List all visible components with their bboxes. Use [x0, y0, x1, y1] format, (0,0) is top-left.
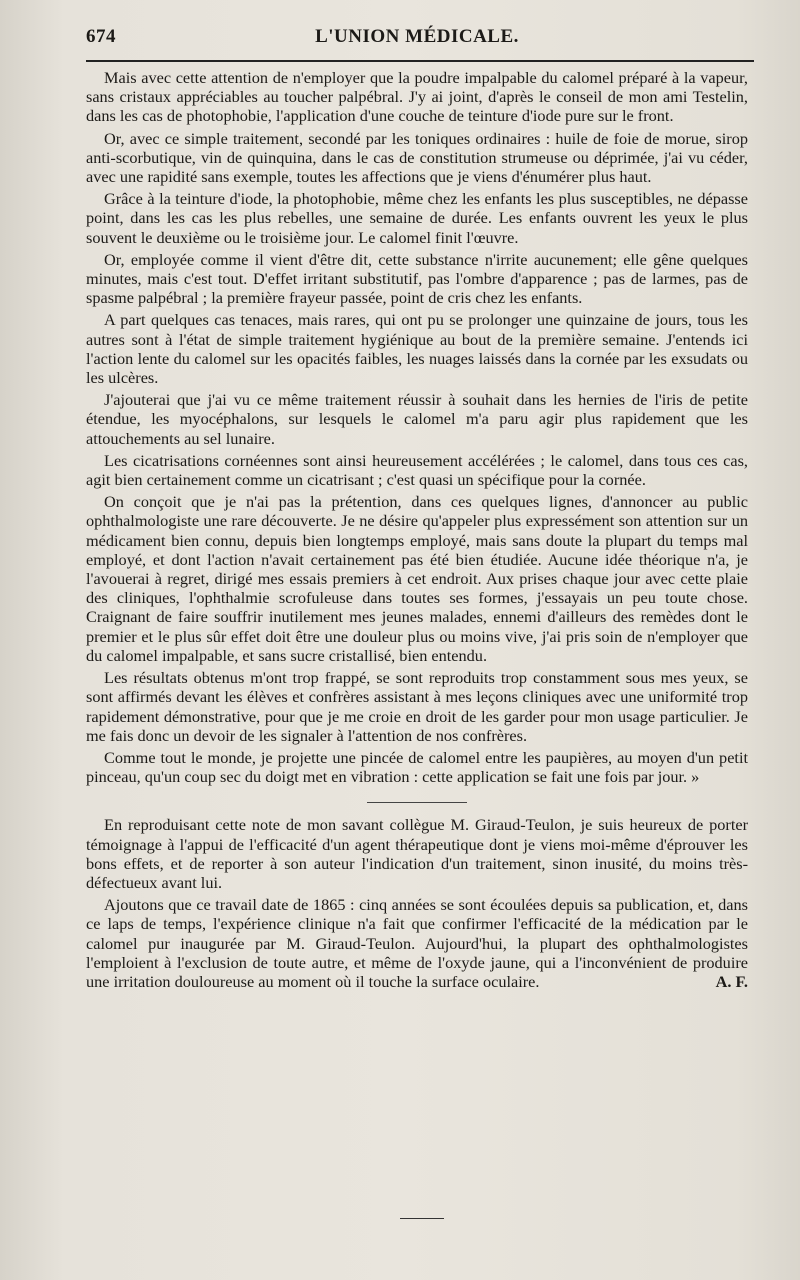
author-signature: A. F.	[715, 971, 748, 991]
section-separator	[367, 802, 467, 803]
paragraph-1: Mais avec cette attention de n'employer que la poudre impalpable du calomel préparé à la vapeur, sans cristaux appréciables au toucher palpébral. J'y ai joint, d'après le conseil de mon ami Testelin, dans les cas de photophobie, l'application d'une couche de teinture d'iode pure sur le front.	[86, 68, 748, 126]
running-title: L'UNION MÉDICALE.	[315, 26, 519, 47]
paragraph-9: Les résultats obtenus m'ont trop frappé, se sont reproduits trop constamment sous mes yeux, se sont affirmés devant les élèves et confrères assistant à mes leçons cliniques avec une uniformité trop rapidement démonstrative, pour que je me croie en droit de les garder pour mon usage particulier. Je me fais donc un devoir de les signaler à l'attention de nos confrères.	[86, 668, 748, 745]
paragraph-5: A part quelques cas tenaces, mais rares, qui ont pu se prolonger une quinzaine de jours, tous les autres sont à l'état de simple traitement hygiénique au bout de la première semaine. J'entends ici l'action lente du calomel sur les opacités faibles, les nuages laissés dans la cornée par les exsudats ou les ulcères.	[86, 310, 748, 388]
paragraph-7: Les cicatrisations cornéennes sont ainsi heureusement accélérées ; le calomel, dans tous ces cas, agit bien certainement comme un cicatrisant ; c'est quasi un spécifique pour la cornée.	[86, 450, 748, 490]
paragraph-8: On conçoit que je n'ai pas la prétention, dans ces quelques lignes, d'annoncer au public ophthalmologiste une rare découverte. Je ne désire qu'appeler plus expressément son attention sur un médicament bien connu, depuis bien longtemps employé, mais sans doute la plupart du temps mal employé, et dont l'action n'avait certainement pas été bien étudiée. Aucune idée théorique n'a, je l'avouerai à regret, dirigé mes essais premiers à cet endroit. Aux prises chaque jour avec cette plaie des cliniques, l'ophthalmie scrofuleuse dans toutes ses formes, j'essayais un peu toute chose. Craignant de faire souffrir inutilement mes jeunes malades, ennemi d'ailleurs des remèdes dont le premier et le plus sûr effet doit être une douleur plus ou moins vive, j'ai pris soin de n'employer que du calomel impalpable, et sans sucre cristallisé, bien entendu.	[86, 492, 748, 665]
paragraph-2: Or, avec ce simple traitement, secondé par les toniques ordinaires : huile de foie de morue, sirop anti-scorbutique, vin de quinquina, dans le cas de constitution strumeuse ou déprimée, j'ai vu céder, avec une rapidité sans exemple, toutes les affections que je viens d'énumérer plus haut.	[86, 128, 748, 187]
article-body	[86, 68, 748, 994]
paragraph-10: Comme tout le monde, je projette une pincée de calomel entre les paupières, au moyen d'un petit pinceau, qu'un coup sec du doigt met en vibration : cette application se fait une fois par jour. »	[86, 747, 748, 787]
page-header	[86, 26, 748, 50]
paragraph-12	[86, 895, 748, 991]
paragraph-6: J'ajouterai que j'ai vu ce même traitement réussir à souhait dans les hernies de l'iris de petite étendue, les myocéphalons, sur lesquels le calomel m'a paru agir plus rapidement que les attouchements au sel lunaire.	[86, 390, 748, 448]
footer-rule	[400, 1218, 444, 1219]
header-rule	[86, 60, 754, 62]
paragraph-12-text: Ajoutons que ce travail date de 1865 : cinq années se sont écoulées depuis sa publication, et, dans ce laps de temps, l'expérience clinique n'a fait que confirmer l'efficacité de la médication par le calomel pur inaugurée par M. Giraud-Teulon. Aujourd'hui, la plupart des ophthalmologistes l'emploient à l'exclusion de toute autre, et même de l'oxyde jaune, qui a l'inconvénient de produire une irritation douloureuse au moment où il touche la surface oculaire.	[86, 895, 748, 991]
paragraph-11: En reproduisant cette note de mon savant collègue M. Giraud-Teulon, je suis heureux de porter témoignage à l'appui de l'efficacité d'un agent thérapeutique dont je viens moi-même d'éprouver les bons effets, et de reporter à son auteur l'indication d'un traitement, sinon inusité, du moins très-défectueux avant lui.	[86, 815, 748, 892]
paragraph-4: Or, employée comme il vient d'être dit, cette substance n'irrite aucunement; elle gêne quelques minutes, mais c'est tout. D'effet irritant substitutif, pas l'ombre d'apparence ; pas de larmes, pas de spasme palpébral ; la première frayeur passée, point de cris chez les enfants.	[86, 249, 748, 308]
paragraph-3: Grâce à la teinture d'iode, la photophobie, même chez les enfants les plus susceptibles, ne dépasse point, dans les cas les plus rebelles, une semaine de durée. Les enfants ouvrent les yeux le plus souvent le deuxième ou le troisième jour. Le calomel finit l'œuvre.	[86, 189, 748, 247]
page-number: 674	[86, 26, 116, 47]
